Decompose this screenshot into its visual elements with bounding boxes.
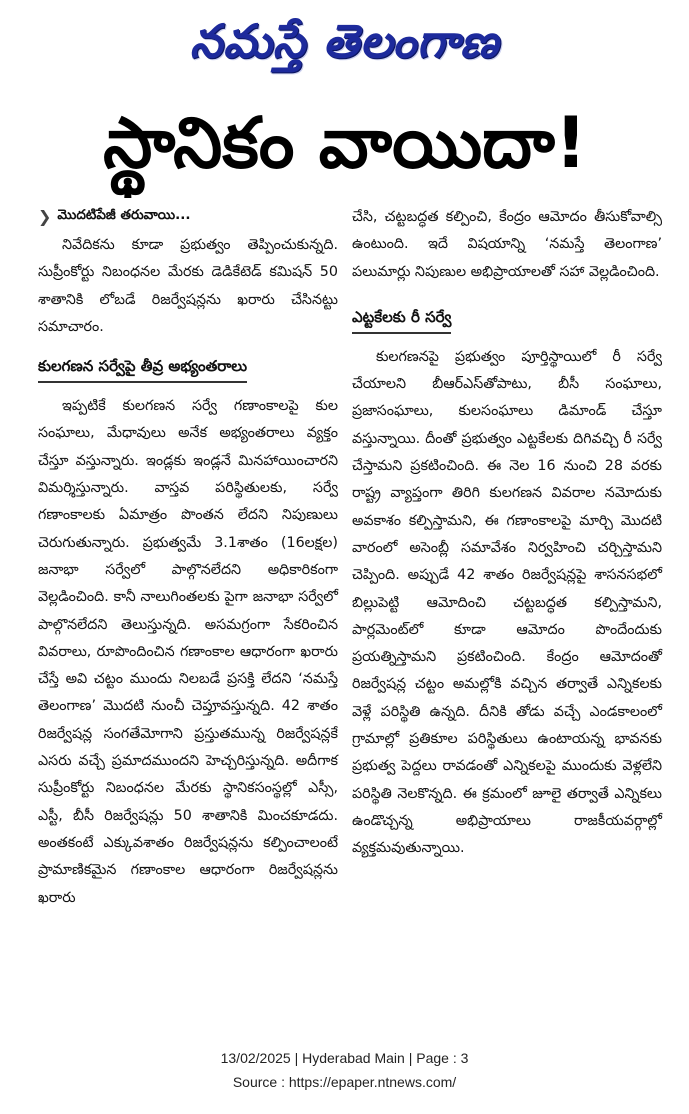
newspaper-masthead: నమస్తే తెలంగాణ: [189, 14, 500, 68]
continued-from-front-page: [38, 204, 338, 228]
left-paragraph-2: ఇప్పటికే కులగణన సర్వే గణాంకాలపై కుల సంఘాలు, మేధావులు అనేక అభ్యంతరాలు వ్యక్తం చేస్తూ వస్తున్నారు. ఇండ్లకు ఇండ్లనే మినహాయించారని విమర్శిస్తున్నారు. వాస్తవ పరిస్థితులకు, సర్వే గణాంకాలకు ఏమాత్రం పొంతన లేదని నిపుణులు చెరుగుతున్నారు. ప్రభుత్వమే 3.1శాతం (16లక్షల) జనాభా సర్వేలో పాల్గొనలేదని అధికారికంగా వెల్లడించింది. కానీ నాలుగింతలకు పైగా జనాభా సర్వేలో పాల్గొనలేదని తెలుస్తున్నది. అసమగ్రంగా సేకరించిన వివరాలు, రూపొందించిన గణాంకాల ఆధారంగా ఖరారు చేస్తే అవి చట్టం ముందు నిలబడే ప్రసక్తి లేదని ‘నమస్తే తెలంగాణ’ మొదటి నుంచీ చెప్తూవస్తున్నది. 42 శాతం రిజర్వేషన్ల సంగతేమోగాని ప్రస్తుతమున్న రిజర్వేషన్లకే ఎసరు వచ్చే ప్రమాదముందని హెచ్చరిస్తున్నది. అదీగాక సుప్రీంకోర్టు నిబంధనల మేరకు స్థానికసంస్థల్లో ఎస్సీ, ఎస్టీ, బీసీ రిజర్వేషన్లు 50 శాతానికి మించకూడదు. అంతకంటే ఎక్కువశాతం రిజర్వేషన్లను కల్పించాలంటే ప్రామాణికమైన గణాంకాల ఆధారంగా రిజర్వేషన్లను ఖరారు: [38, 398, 338, 906]
right-column: [352, 204, 662, 863]
left-column: [38, 204, 338, 912]
chevron-right-icon: ❯: [38, 206, 52, 226]
right-paragraph-2: కులగణనపై ప్రభుత్వం పూర్తిస్థాయిలో రీ సర్వే చేయాలని బీఆర్ఎస్‌తోపాటు, బీసీ సంఘాలు, ప్రజాసంఘాలు, కులసంఘాలు డిమాండ్ చేస్తూ వస్తున్నాయి. దీంతో ప్రభుత్వం ఎట్టకేలకు దిగివచ్చి రీ సర్వే చేస్తామని ప్రకటించింది. ఈ నెల 16 నుంచి 28 వరకు రాష్ట్ర వ్యాప్తంగా తిరిగి కులగణన వివరాల నమోదుకు అవకాశం కల్పిస్తామని, ఈ గణాంకాలపై మార్చి మొదటి వారంలో అసెంబ్లీ సమావేశం నిర్వహించి చర్చిస్తామని చెప్పింది. అప్పుడే 42 శాతం రిజర్వేషన్లపై శాసనసభలో బిల్లుపెట్టి ఆమోదించి చట్టబద్ధత కల్పిస్తామని, పార్లమెంట్‌లో కూడా ఆమోదం పొందేందుకు ప్రయత్నిస్తామని ప్రకటించింది. కేంద్రం ఆమోదంతో రిజర్వేషన్ల చట్టం అమల్లోకి వచ్చిన తర్వాతే ఎన్నికలకు వెళ్లే పరిస్థితి ఉన్నది. దీనికి తోడు వచ్చే ఎండకాలంలో గ్రామాల్లో ప్రతికూల పరిస్థితులు ఉంటాయన్న భావనకు ప్రభుత్వ పెద్దలు రావడంతో ఎన్నికలపై ముందుకు వెళ్లలేని పరిస్థితి నెలకొన్నది. ఈ క్రమంలో జూలై తర్వాతే ఎన్నికలు ఉండొచ్చన్న అభిప్రాయాలు రాజకీయవర్గాల్లో వ్యక్తమవుతున్నాయి.: [352, 348, 662, 857]
left-subheading: కులగణన సర్వేపై తీవ్ర అభ్యంతరాలు: [38, 353, 247, 383]
continued-label: మొదటిపేజీ తరువాయి...: [57, 206, 191, 223]
right-paragraph-1: చేసి, చట్టబద్ధత కల్పించి, కేంద్రం ఆమోదం తీసుకోవాల్సి ఉంటుంది. ఇదే విషయాన్ని ‘నమస్తే తెలంగాణ’ పలుమార్లు నిపుణుల అభిప్రాయాలతో సహా వెల్లడించింది.: [352, 209, 662, 280]
left-paragraph-1: నివేదికను కూడా ప్రభుత్వం తెప్పించుకున్నది. సుప్రీంకోర్టు నిబంధనల మేరకు డెడికేటెడ్ కమిషన్ 50 శాతానికి లోబడే రిజర్వేషన్లను ఖరారు చేసినట్టు సమాచారం.: [38, 237, 338, 335]
article-headline: స్థానికం వాయిదా!: [103, 102, 587, 184]
right-subheading: ఎట్టకేలకు రీ సర్వే: [352, 304, 451, 334]
footer-source-line: Source : https://epaper.ntnews.com/: [232, 1074, 457, 1090]
footer-date-line: 13/02/2025 | Hyderabad Main | Page : 3: [220, 1050, 469, 1066]
